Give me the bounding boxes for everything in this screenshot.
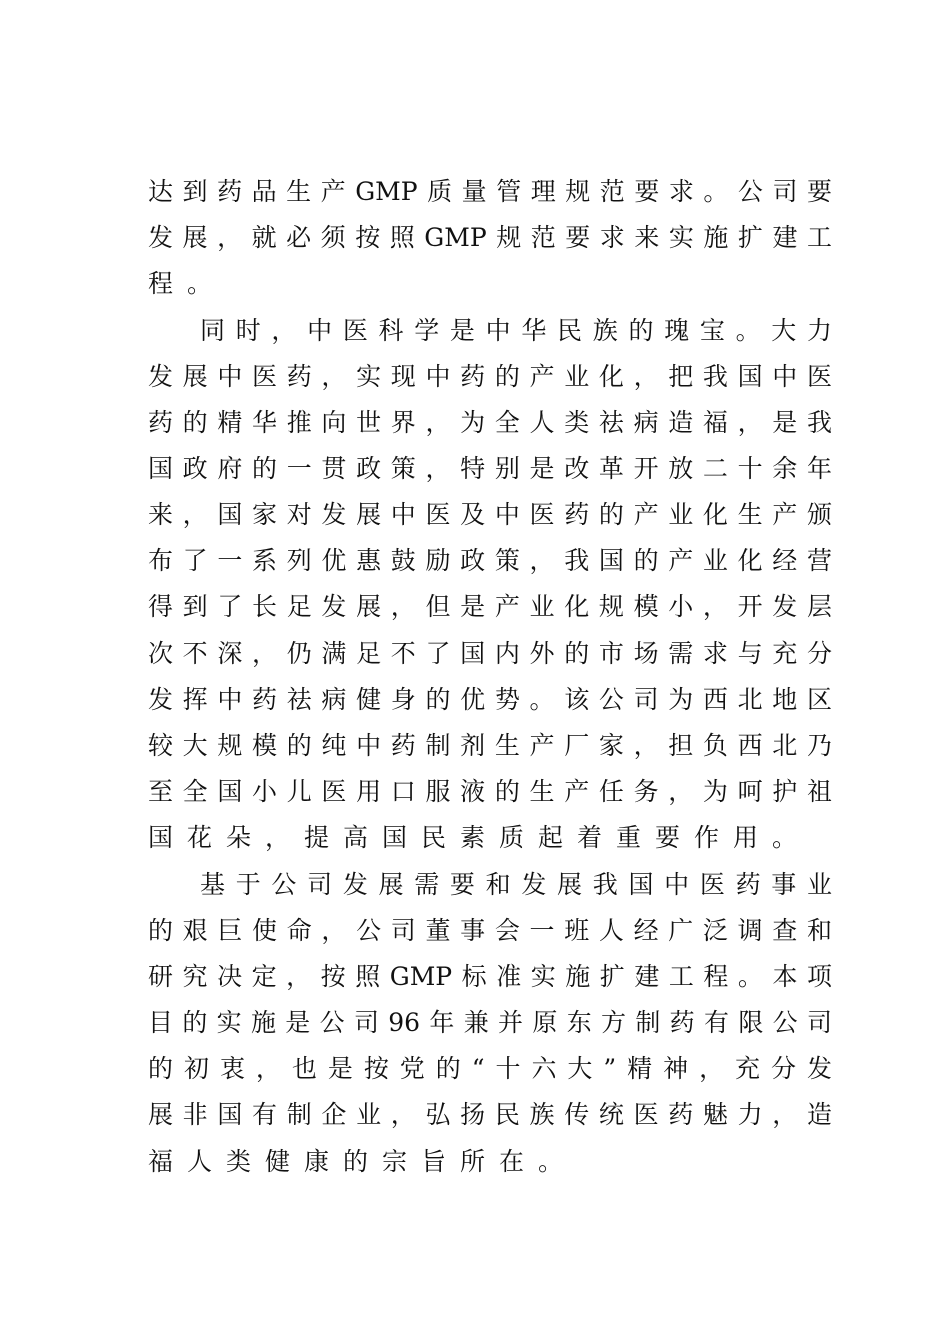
text-line: 国政府的一贯政策，特别是改革开放二十余年 <box>148 454 832 483</box>
text-line: 国花朵，提高国民素质起着重要作用。 <box>148 823 812 852</box>
text-line: 达到药品生产GMP质量管理规范要求。公司要 <box>148 177 832 206</box>
text-line: 发展中医药，实现中药的产业化，把我国中医 <box>148 362 832 391</box>
text-line: 发挥中药祛病健身的优势。该公司为西北地区 <box>148 685 832 714</box>
text-line: 目的实施是公司96年兼并原东方制药有限公司 <box>148 1008 832 1037</box>
text-line: 得到了长足发展，但是产业化规模小，开发层 <box>148 592 832 621</box>
text-line: 同时，中医科学是中华民族的瑰宝。大力 <box>200 316 832 345</box>
text-line: 基于公司发展需要和发展我国中医药事业 <box>200 870 832 899</box>
text-line: 布了一系列优惠鼓励政策，我国的产业化经营 <box>148 546 832 575</box>
text-line: 福人类健康的宗旨所在。 <box>148 1147 578 1176</box>
text-line: 较大规模的纯中药制剂生产厂家，担负西北乃 <box>148 731 832 760</box>
text-line: 药的精华推向世界，为全人类祛病造福，是我 <box>148 408 832 437</box>
text-line: 来，国家对发展中医及中医药的产业化生产颁 <box>148 500 832 529</box>
text-line: 程。 <box>148 269 227 298</box>
text-line: 次不深，仍满足不了国内外的市场需求与充分 <box>148 639 832 668</box>
text-line: 的初衷，也是按党的“十六大”精神，充分发 <box>148 1054 832 1083</box>
text-line: 展非国有制企业，弘扬民族传统医药魅力，造 <box>148 1100 832 1129</box>
text-line: 至全国小儿医用口服液的生产任务，为呵护祖 <box>148 777 832 806</box>
text-line: 发展，就必须按照GMP规范要求来实施扩建工 <box>148 223 832 252</box>
text-line: 研究决定，按照GMP标准实施扩建工程。本项 <box>148 962 832 991</box>
text-line: 的艰巨使命，公司董事会一班人经广泛调查和 <box>148 916 832 945</box>
